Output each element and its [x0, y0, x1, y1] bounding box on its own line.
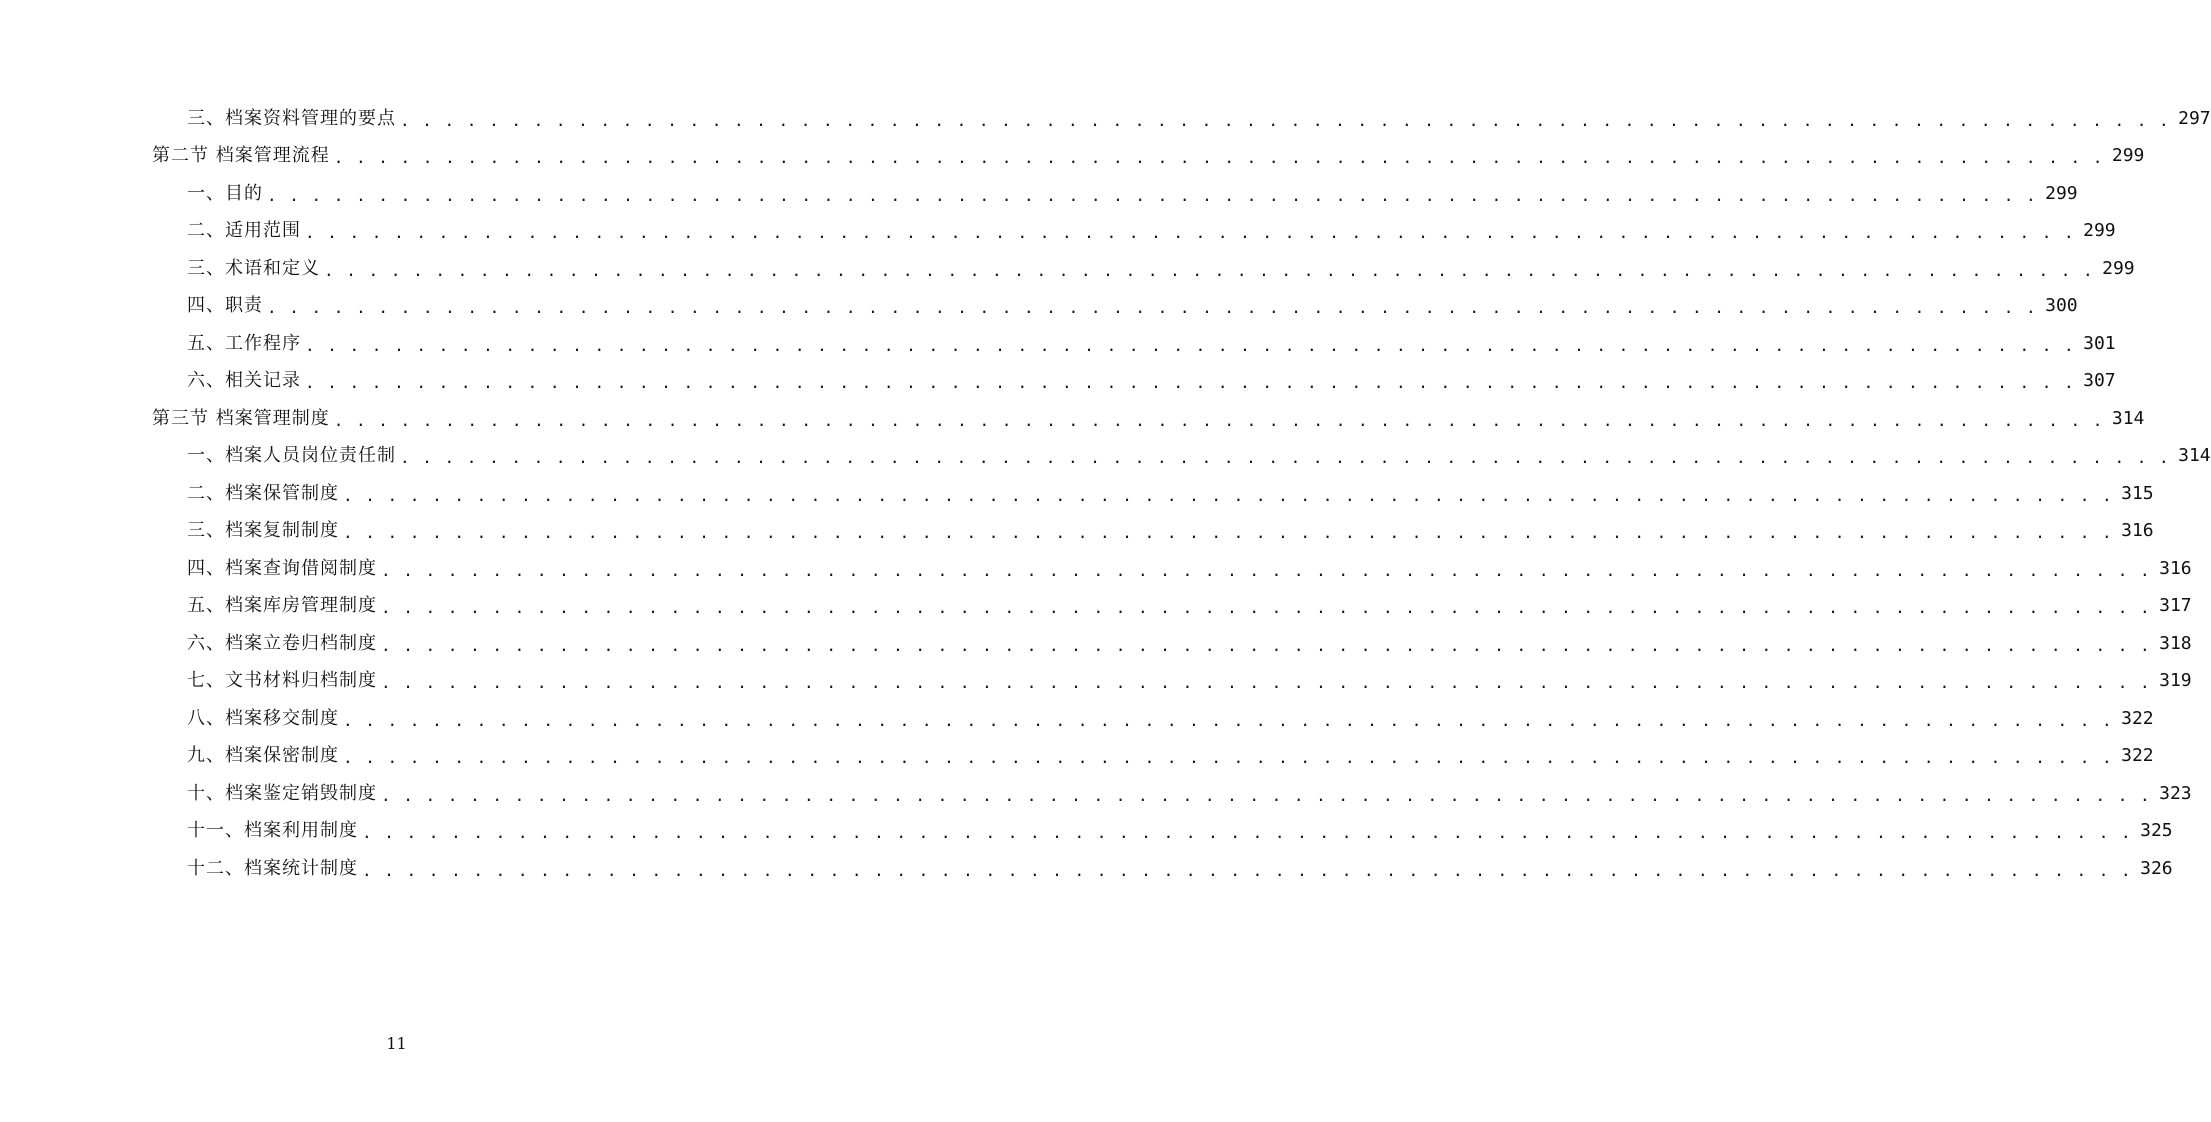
toc-dot-leader: . . . . . . . . . . . . . . . . . . . . . . . . . . . . . . . . . . . . . . . . . . . . . . . . . . . . . . . . . . . . . . . . . . . . . . . . . . . . . . . .: [400, 110, 2171, 130]
toc-entry-page: 297: [2178, 107, 2211, 129]
toc-entry-page: 322: [2121, 745, 2154, 767]
toc-entry[interactable]: [0, 850, 2173, 888]
toc-entry-title: 十二、档案统计制度: [187, 857, 358, 879]
toc-entry[interactable]: [0, 100, 2211, 138]
toc-dot-leader: . . . . . . . . . . . . . . . . . . . . . . . . . . . . . . . . . . . . . . . . . . . . . . . . . . . . . . . . . . . . . . . . . . . . . . . . . . . . . . . .: [267, 298, 2038, 318]
toc-dot-leader: . . . . . . . . . . . . . . . . . . . . . . . . . . . . . . . . . . . . . . . . . . . . . . . . . . . . . . . . . . . . . . . . . . . . . . . . . . . . . . . .: [343, 485, 2114, 505]
toc-dot-leader: . . . . . . . . . . . . . . . . . . . . . . . . . . . . . . . . . . . . . . . . . . . . . . . . . . . . . . . . . . . . . . . . . . . . . . . . . . . . . . . .: [343, 523, 2114, 543]
toc-entry[interactable]: [0, 775, 2192, 813]
toc-entry-page: 318: [2159, 632, 2192, 654]
toc-entry-title: 二、适用范围: [187, 220, 301, 242]
toc-dot-leader: . . . . . . . . . . . . . . . . . . . . . . . . . . . . . . . . . . . . . . . . . . . . . . . . . . . . . . . . . . . . . . . . . . . . . . . . . . . . . . . .: [305, 223, 2076, 243]
toc-entry-page: 326: [2140, 857, 2173, 879]
toc-entry[interactable]: [0, 625, 2192, 663]
toc-entry[interactable]: [0, 700, 2154, 738]
toc-entry-title: 八、档案移交制度: [187, 707, 339, 729]
toc-entry-title: 十、档案鉴定销毁制度: [187, 782, 377, 804]
toc-entry-title: 十一、档案利用制度: [187, 820, 358, 842]
toc-entry[interactable]: [0, 213, 2116, 251]
toc-entry-title: 九、档案保密制度: [187, 745, 339, 767]
toc-section-entry[interactable]: [0, 400, 2145, 438]
toc-entry[interactable]: [0, 813, 2173, 851]
toc-entry-page: 314: [2111, 407, 2145, 429]
toc-entry-page: 300: [2045, 295, 2078, 317]
toc-entry-title: 第三节 档案管理制度: [152, 407, 330, 429]
toc-entry-page: 299: [2045, 182, 2078, 204]
toc-entry[interactable]: [0, 550, 2192, 588]
toc-entry-page: 323: [2159, 782, 2192, 804]
toc-entry-page: 319: [2159, 670, 2192, 692]
toc-entry-title: 三、档案复制制度: [187, 520, 339, 542]
page-number: 11: [386, 1034, 407, 1053]
toc-dot-leader: . . . . . . . . . . . . . . . . . . . . . . . . . . . . . . . . . . . . . . . . . . . . . . . . . . . . . . . . . . . . . . . . . . . . . . . . . . . . . . . .: [267, 185, 2038, 205]
toc-entry-page: 325: [2140, 820, 2173, 842]
toc-dot-leader: . . . . . . . . . . . . . . . . . . . . . . . . . . . . . . . . . . . . . . . . . . . . . . . . . . . . . . . . . . . . . . . . . . . . . . . . . . . . . . . .: [324, 260, 2095, 280]
toc-dot-leader: . . . . . . . . . . . . . . . . . . . . . . . . . . . . . . . . . . . . . . . . . . . . . . . . . . . . . . . . . . . . . . . . . . . . . . . . . . . . . . . .: [343, 748, 2114, 768]
toc-entry-title: 一、档案人员岗位责任制: [187, 445, 396, 467]
toc-entry[interactable]: [0, 588, 2192, 626]
toc-entry-page: 299: [2083, 220, 2116, 242]
toc-dot-leader: . . . . . . . . . . . . . . . . . . . . . . . . . . . . . . . . . . . . . . . . . . . . . . . . . . . . . . . . . . . . . . . . . . . . . . . . . . . . . . . .: [381, 560, 2152, 580]
toc-entry-title: 六、档案立卷归档制度: [187, 632, 377, 654]
toc-entry[interactable]: [0, 363, 2116, 401]
toc-entry[interactable]: [0, 738, 2154, 776]
toc-entry[interactable]: [0, 175, 2078, 213]
toc-entry-page: 301: [2083, 332, 2116, 354]
toc-entry-title: 一、目的: [187, 182, 263, 204]
toc-entry-page: 299: [2102, 257, 2135, 279]
toc-entry-page: 316: [2121, 520, 2154, 542]
toc-entry-page: 315: [2121, 482, 2154, 504]
toc-dot-leader: . . . . . . . . . . . . . . . . . . . . . . . . . . . . . . . . . . . . . . . . . . . . . . . . . . . . . . . . . . . . . . . . . . . . . . . . . . . . . . . .: [362, 823, 2133, 843]
toc-dot-leader: . . . . . . . . . . . . . . . . . . . . . . . . . . . . . . . . . . . . . . . . . . . . . . . . . . . . . . . . . . . . . . . . . . . . . . . . . . . . . . . .: [333, 148, 2104, 168]
toc-entry-title: 二、档案保管制度: [187, 482, 339, 504]
toc-section-entry[interactable]: [0, 138, 2145, 176]
toc-entry[interactable]: [0, 288, 2078, 326]
toc-entry-title: 七、文书材料归档制度: [187, 670, 377, 692]
toc-entry-page: 299: [2111, 145, 2145, 167]
toc-dot-leader: . . . . . . . . . . . . . . . . . . . . . . . . . . . . . . . . . . . . . . . . . . . . . . . . . . . . . . . . . . . . . . . . . . . . . . . . . . . . . . . .: [305, 335, 2076, 355]
toc-entry-title: 三、档案资料管理的要点: [187, 107, 396, 129]
toc-entry-title: 四、职责: [187, 295, 263, 317]
toc-entry-title: 五、档案库房管理制度: [187, 595, 377, 617]
toc-entry-page: 317: [2159, 595, 2192, 617]
toc-entry-title: 第二节 档案管理流程: [152, 145, 330, 167]
toc-dot-leader: . . . . . . . . . . . . . . . . . . . . . . . . . . . . . . . . . . . . . . . . . . . . . . . . . . . . . . . . . . . . . . . . . . . . . . . . . . . . . . . .: [381, 785, 2152, 805]
toc-entry-page: 314: [2178, 445, 2211, 467]
toc-entry-page: 316: [2159, 557, 2192, 579]
toc-dot-leader: . . . . . . . . . . . . . . . . . . . . . . . . . . . . . . . . . . . . . . . . . . . . . . . . . . . . . . . . . . . . . . . . . . . . . . . . . . . . . . . .: [381, 673, 2152, 693]
toc-entry-page: 322: [2121, 707, 2154, 729]
toc-entry[interactable]: [0, 513, 2154, 551]
toc-dot-leader: . . . . . . . . . . . . . . . . . . . . . . . . . . . . . . . . . . . . . . . . . . . . . . . . . . . . . . . . . . . . . . . . . . . . . . . . . . . . . . . .: [400, 448, 2171, 468]
toc-dot-leader: . . . . . . . . . . . . . . . . . . . . . . . . . . . . . . . . . . . . . . . . . . . . . . . . . . . . . . . . . . . . . . . . . . . . . . . . . . . . . . . .: [305, 373, 2076, 393]
toc-dot-leader: . . . . . . . . . . . . . . . . . . . . . . . . . . . . . . . . . . . . . . . . . . . . . . . . . . . . . . . . . . . . . . . . . . . . . . . . . . . . . . . .: [343, 710, 2114, 730]
toc-dot-leader: . . . . . . . . . . . . . . . . . . . . . . . . . . . . . . . . . . . . . . . . . . . . . . . . . . . . . . . . . . . . . . . . . . . . . . . . . . . . . . . .: [381, 635, 2152, 655]
toc-entry[interactable]: [0, 663, 2192, 701]
toc-entry[interactable]: [0, 250, 2135, 288]
toc-entry-page: 307: [2083, 370, 2116, 392]
toc-entry-title: 四、档案查询借阅制度: [187, 557, 377, 579]
toc-entry-title: 三、术语和定义: [187, 257, 320, 279]
toc-entry[interactable]: [0, 438, 2211, 476]
toc-dot-leader: . . . . . . . . . . . . . . . . . . . . . . . . . . . . . . . . . . . . . . . . . . . . . . . . . . . . . . . . . . . . . . . . . . . . . . . . . . . . . . . .: [381, 598, 2152, 618]
toc-dot-leader: . . . . . . . . . . . . . . . . . . . . . . . . . . . . . . . . . . . . . . . . . . . . . . . . . . . . . . . . . . . . . . . . . . . . . . . . . . . . . . . .: [333, 410, 2104, 430]
toc-entry[interactable]: [0, 325, 2116, 363]
toc-entry[interactable]: [0, 475, 2154, 513]
toc-entry-title: 六、相关记录: [187, 370, 301, 392]
toc-entry-title: 五、工作程序: [187, 332, 301, 354]
table-of-contents: [0, 100, 2211, 888]
toc-dot-leader: . . . . . . . . . . . . . . . . . . . . . . . . . . . . . . . . . . . . . . . . . . . . . . . . . . . . . . . . . . . . . . . . . . . . . . . . . . . . . . . .: [362, 860, 2133, 880]
